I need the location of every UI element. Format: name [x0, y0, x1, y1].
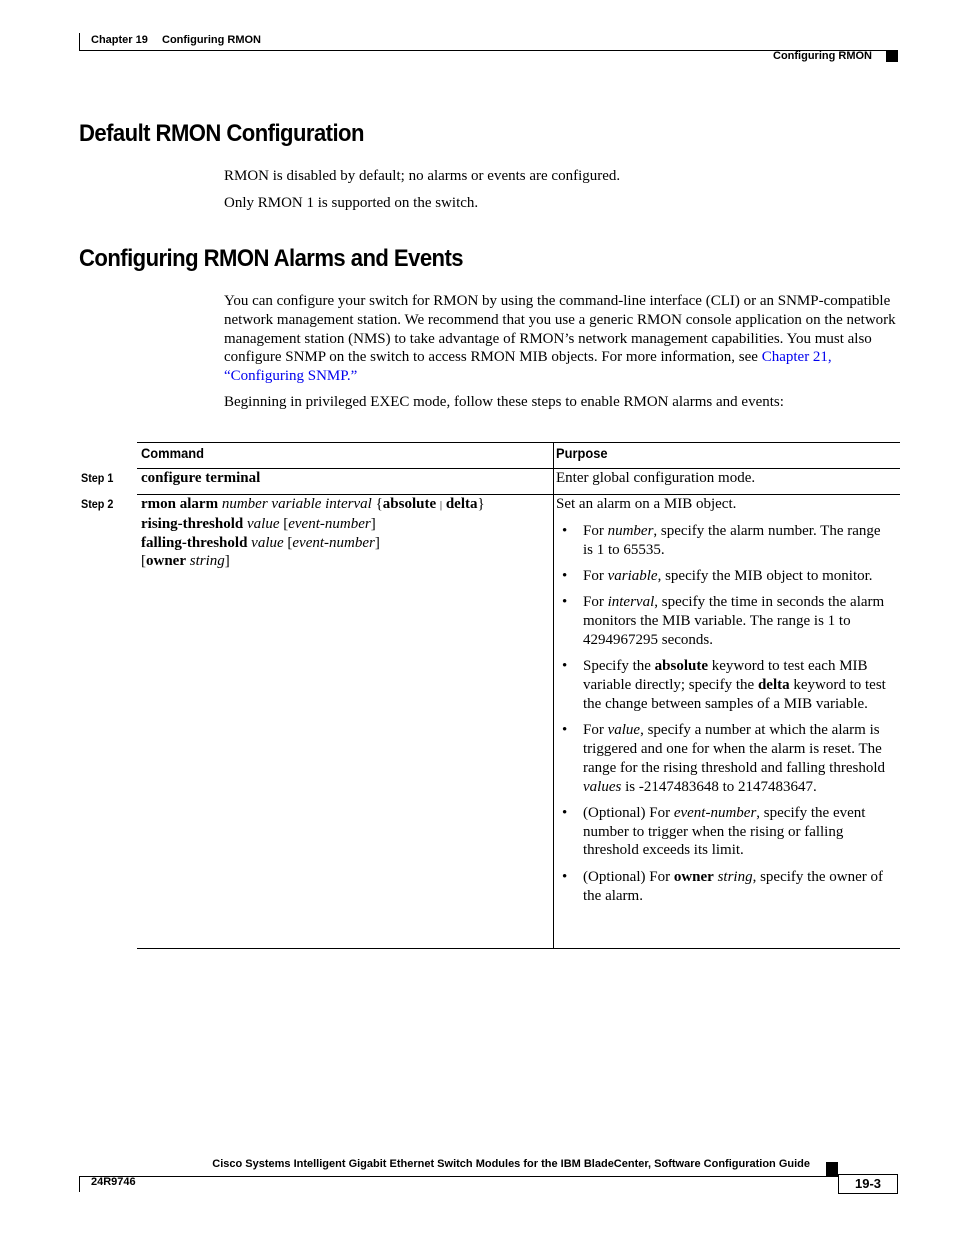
arg-event-number: event-number: [292, 534, 375, 551]
text: , specify the event number to trigger when the rising or falling threshold exceeds its limit.: [583, 804, 866, 859]
column-header-purpose: Purpose: [556, 445, 608, 461]
term-variable: variable: [607, 568, 658, 585]
text: (Optional) For: [583, 868, 674, 885]
text: For: [583, 594, 608, 611]
arg-event-number: event-number: [288, 515, 371, 532]
keyword-rising-threshold: rising-threshold: [141, 515, 244, 532]
keyword-delta: delta: [757, 677, 790, 694]
bracket-close: ]: [374, 534, 380, 551]
step-1-label: Step 1: [81, 471, 114, 485]
term-values: values: [583, 778, 622, 795]
term-value: value: [607, 722, 641, 739]
list-item-event-number: [562, 804, 893, 860]
footer-rule: [79, 1176, 839, 1177]
term-string: string: [713, 868, 753, 885]
page-number: 19-3: [854, 1176, 882, 1191]
header-section-title: Configuring RMON: [773, 50, 872, 62]
brace-open: {: [375, 496, 383, 512]
bullet: •: [562, 868, 568, 885]
arg-value: value: [247, 515, 280, 532]
header-chapter-number: Chapter 19: [91, 34, 148, 46]
list-item-value: [562, 721, 893, 796]
text: Specify the: [583, 658, 655, 675]
list-item-variable: [562, 567, 893, 586]
term-number: number: [607, 523, 654, 539]
paragraph-intro: [224, 292, 900, 386]
keyword-absolute: absolute: [654, 658, 708, 675]
header-chapter-title: Configuring RMON: [162, 34, 261, 46]
term-interval: interval: [607, 594, 655, 611]
command-line-4: [141, 552, 546, 571]
list-item-interval: [562, 593, 893, 649]
text: is -2147483648 to 2147483647.: [621, 778, 817, 795]
step-2-label: Step 2: [81, 497, 114, 511]
command-line-3: [141, 534, 546, 553]
command-line-2: [141, 515, 546, 534]
text: , specify a number at which the alarm is triggered and one for when the alarm is reset. The range for the rising threshold and falling threshold: [583, 722, 886, 776]
bullet: •: [562, 594, 568, 611]
step-1-purpose: Enter global configuration mode.: [556, 470, 756, 486]
bullet: •: [562, 658, 568, 675]
text: For: [583, 523, 608, 539]
text: , specify the MIB object to monitor.: [657, 568, 873, 585]
args-number-variable-interval: number variable interval: [221, 496, 372, 512]
text: For: [583, 568, 608, 585]
keyword-absolute: absolute: [382, 496, 437, 512]
list-item-owner: [562, 868, 893, 906]
header-left-rule: [79, 33, 80, 50]
step-2-purpose-intro: Set an alarm on a MIB object.: [556, 496, 737, 512]
footer-marker-tab: [826, 1162, 838, 1176]
paragraph-steps-intro: Beginning in privileged EXEC mode, follow these steps to enable RMON alarms and events:: [224, 394, 784, 410]
keyword-owner: owner: [673, 868, 714, 885]
keyword-falling-threshold: falling-threshold: [141, 534, 248, 551]
brace-close: }: [477, 496, 485, 512]
link-chapter-21-configuring-snmp[interactable]: Chapter 21, “Configuring SNMP.”: [224, 349, 832, 385]
intro-text: You can configure your switch for RMON by using the command-line interface (CLI) or an SNMP-compatible network management station. We recommend that you use a generic RMON console application on the network management station (NMS) to take advantage of RMON’s network management capabilities. You must also configure SNMP on the switch to access RMON MIB objects. For more information, see: [224, 293, 896, 366]
paragraph-rmon1-supported: Only RMON 1 is supported on the switch.: [224, 195, 479, 211]
list-item-number: [562, 522, 893, 560]
table-top-rule: [137, 442, 900, 443]
bullet: •: [562, 804, 568, 821]
text: For: [583, 722, 608, 739]
column-header-command: Command: [141, 445, 204, 461]
keyword-delta: delta: [445, 496, 478, 512]
keyword-rmon-alarm: rmon alarm: [141, 496, 219, 512]
text: keyword to test each MIB variable directly; specify the: [583, 658, 868, 694]
text: , specify the owner of the alarm.: [583, 868, 883, 904]
bracket-open: [: [287, 534, 293, 551]
pipe-separator: |: [439, 499, 443, 511]
bracket-open: [: [141, 553, 146, 570]
bullet: •: [562, 568, 568, 585]
table-column-divider: [553, 442, 554, 949]
footer-left-rule: [79, 1176, 80, 1192]
bullet: •: [562, 722, 568, 739]
step-1-command: configure terminal: [141, 470, 261, 486]
arg-string: string: [189, 553, 225, 570]
footer-doc-number: 24R9746: [91, 1176, 136, 1188]
table-bottom-rule: [137, 948, 900, 949]
bullet: •: [562, 523, 568, 539]
text: , specify the alarm number. The range is 1 to 65535.: [583, 523, 881, 558]
bracket-open: [: [283, 515, 289, 532]
text: keyword to test the change between samples of a MIB variable.: [583, 677, 886, 712]
footer-book-title: Cisco Systems Intelligent Gigabit Ethernet Switch Modules for the IBM BladeCenter, Software Configuration Guide: [212, 1158, 810, 1170]
arg-value: value: [251, 534, 284, 551]
command-table: [137, 442, 900, 949]
paragraph-rmon-disabled: RMON is disabled by default; no alarms or events are configured.: [224, 168, 621, 184]
bracket-close: ]: [224, 553, 230, 570]
bracket-close: ]: [370, 515, 376, 532]
term-event-number: event-number: [673, 804, 757, 821]
header-marker-square: [886, 51, 898, 62]
text: , specify the time in seconds the alarm monitors the MIB variable. The range is 1 to 4294967295 seconds.: [583, 594, 885, 648]
heading-default-rmon-configuration: Default RMON Configuration: [79, 120, 364, 147]
keyword-owner: owner: [146, 553, 186, 570]
command-line-1: [141, 495, 546, 515]
list-item-absolute-delta: [562, 657, 893, 713]
step-2-purpose-list: [562, 522, 893, 913]
step-2-command: [141, 495, 546, 571]
text: (Optional) For: [583, 804, 674, 821]
heading-configuring-rmon-alarms: Configuring RMON Alarms and Events: [79, 245, 464, 272]
